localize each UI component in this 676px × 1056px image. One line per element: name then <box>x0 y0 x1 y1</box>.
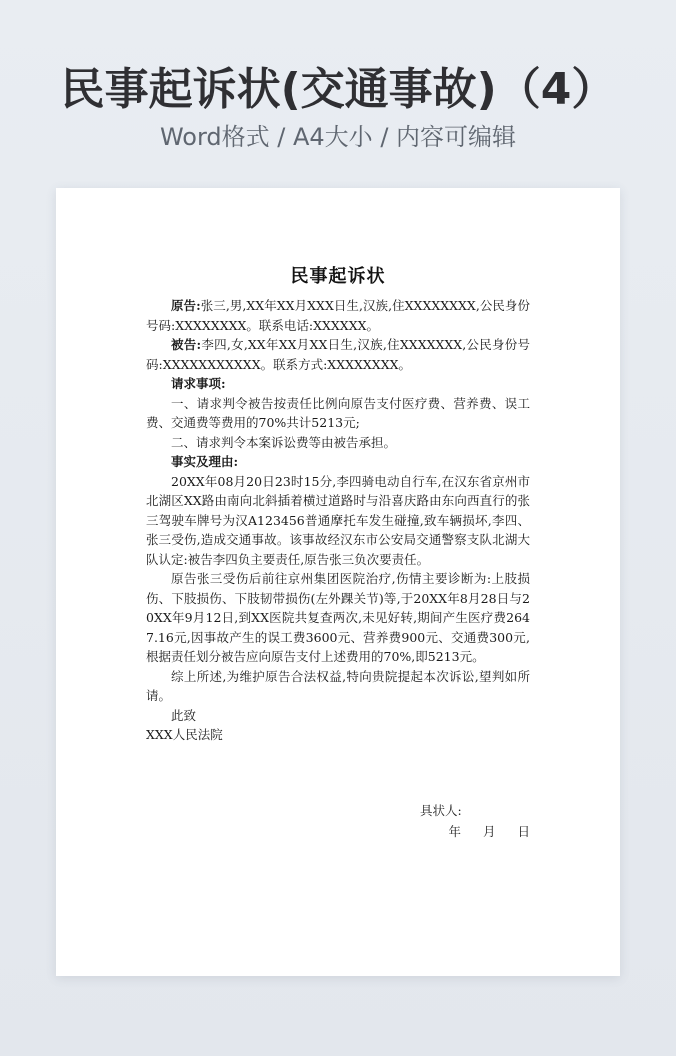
banner-subtitle: Word格式 / A4大小 / 内容可编辑 <box>159 123 517 151</box>
court-name: XXX人民法院 <box>146 727 223 742</box>
banner-title: 民事起诉状(交通事故)（4） <box>60 64 616 115</box>
plaintiff-label: 原告: <box>171 298 201 313</box>
document-title: 民事起诉状 <box>290 266 386 287</box>
facts-paragraph-2: 原告张三受伤后前往京州集团医院治疗,伤情主要诊断为:上肢损伤、下肢损伤、下肢韧带损伤(左外踝关节)等,于20XX年8月28日与20XX年9月12日,到XX医院共复查两次,未见好转,期间产生医疗费2647.16元,因事故产生的误工费3600元、营养费900元、交通费300元,根据责任划分被告应向原告支付上述费用的70%,即5213元。 <box>146 571 530 664</box>
claim-item-2: 二、请求判令本案诉讼费等由被告承担。 <box>171 434 397 450</box>
document-body <box>146 296 530 745</box>
signature-block <box>420 800 530 842</box>
defendant-paragraph <box>146 335 530 374</box>
plaintiff-paragraph <box>146 296 530 335</box>
facts-heading: 事实及理由: <box>171 454 239 469</box>
facts-paragraph-3: 综上所述,为维护原告合法权益,特向贵院提起本次诉讼,望判如所请。 <box>146 668 530 703</box>
signature-label: 具状人: <box>420 803 462 818</box>
claim-item-1: 一、请求判令被告按责任比例向原告支付医疗费、营养费、误工费、交通费等费用的70%共计5213元; <box>146 395 530 430</box>
facts-paragraph-1: 20XX年08月20日23时15分,李四骑电动自行车,在汉东省京州市北湖区XX路由南向北斜插着横过道路时与沿喜庆路由东向西直行的张三驾驶车牌号为汉A123456普通摩托车发生碰撞,致车辆损坏,李四、张三受伤,造成交通事故。该事故经汉东市公安局交通警察支队北湖大队认定:被告李四负主要责任,原告张三负次要责任。 <box>146 473 530 567</box>
closing-line: 此致 <box>171 707 197 723</box>
defendant-label: 被告: <box>171 337 202 352</box>
document-page <box>56 188 620 976</box>
claims-heading: 请求事项: <box>171 376 226 391</box>
defendant-text: 李四,女,XX年XX月XX日生,汉族,住XXXXXXX,公民身份号码:XXXXXXXXXXX。联系方式:XXXXXXXX。 <box>146 337 530 372</box>
plaintiff-text: 张三,男,XX年XX月XXX日生,汉族,住XXXXXXXX,公民身份号码:XXXXXXXX。联系电话:XXXXXX。 <box>146 298 530 333</box>
date-line: 年 月 日 <box>448 824 530 839</box>
